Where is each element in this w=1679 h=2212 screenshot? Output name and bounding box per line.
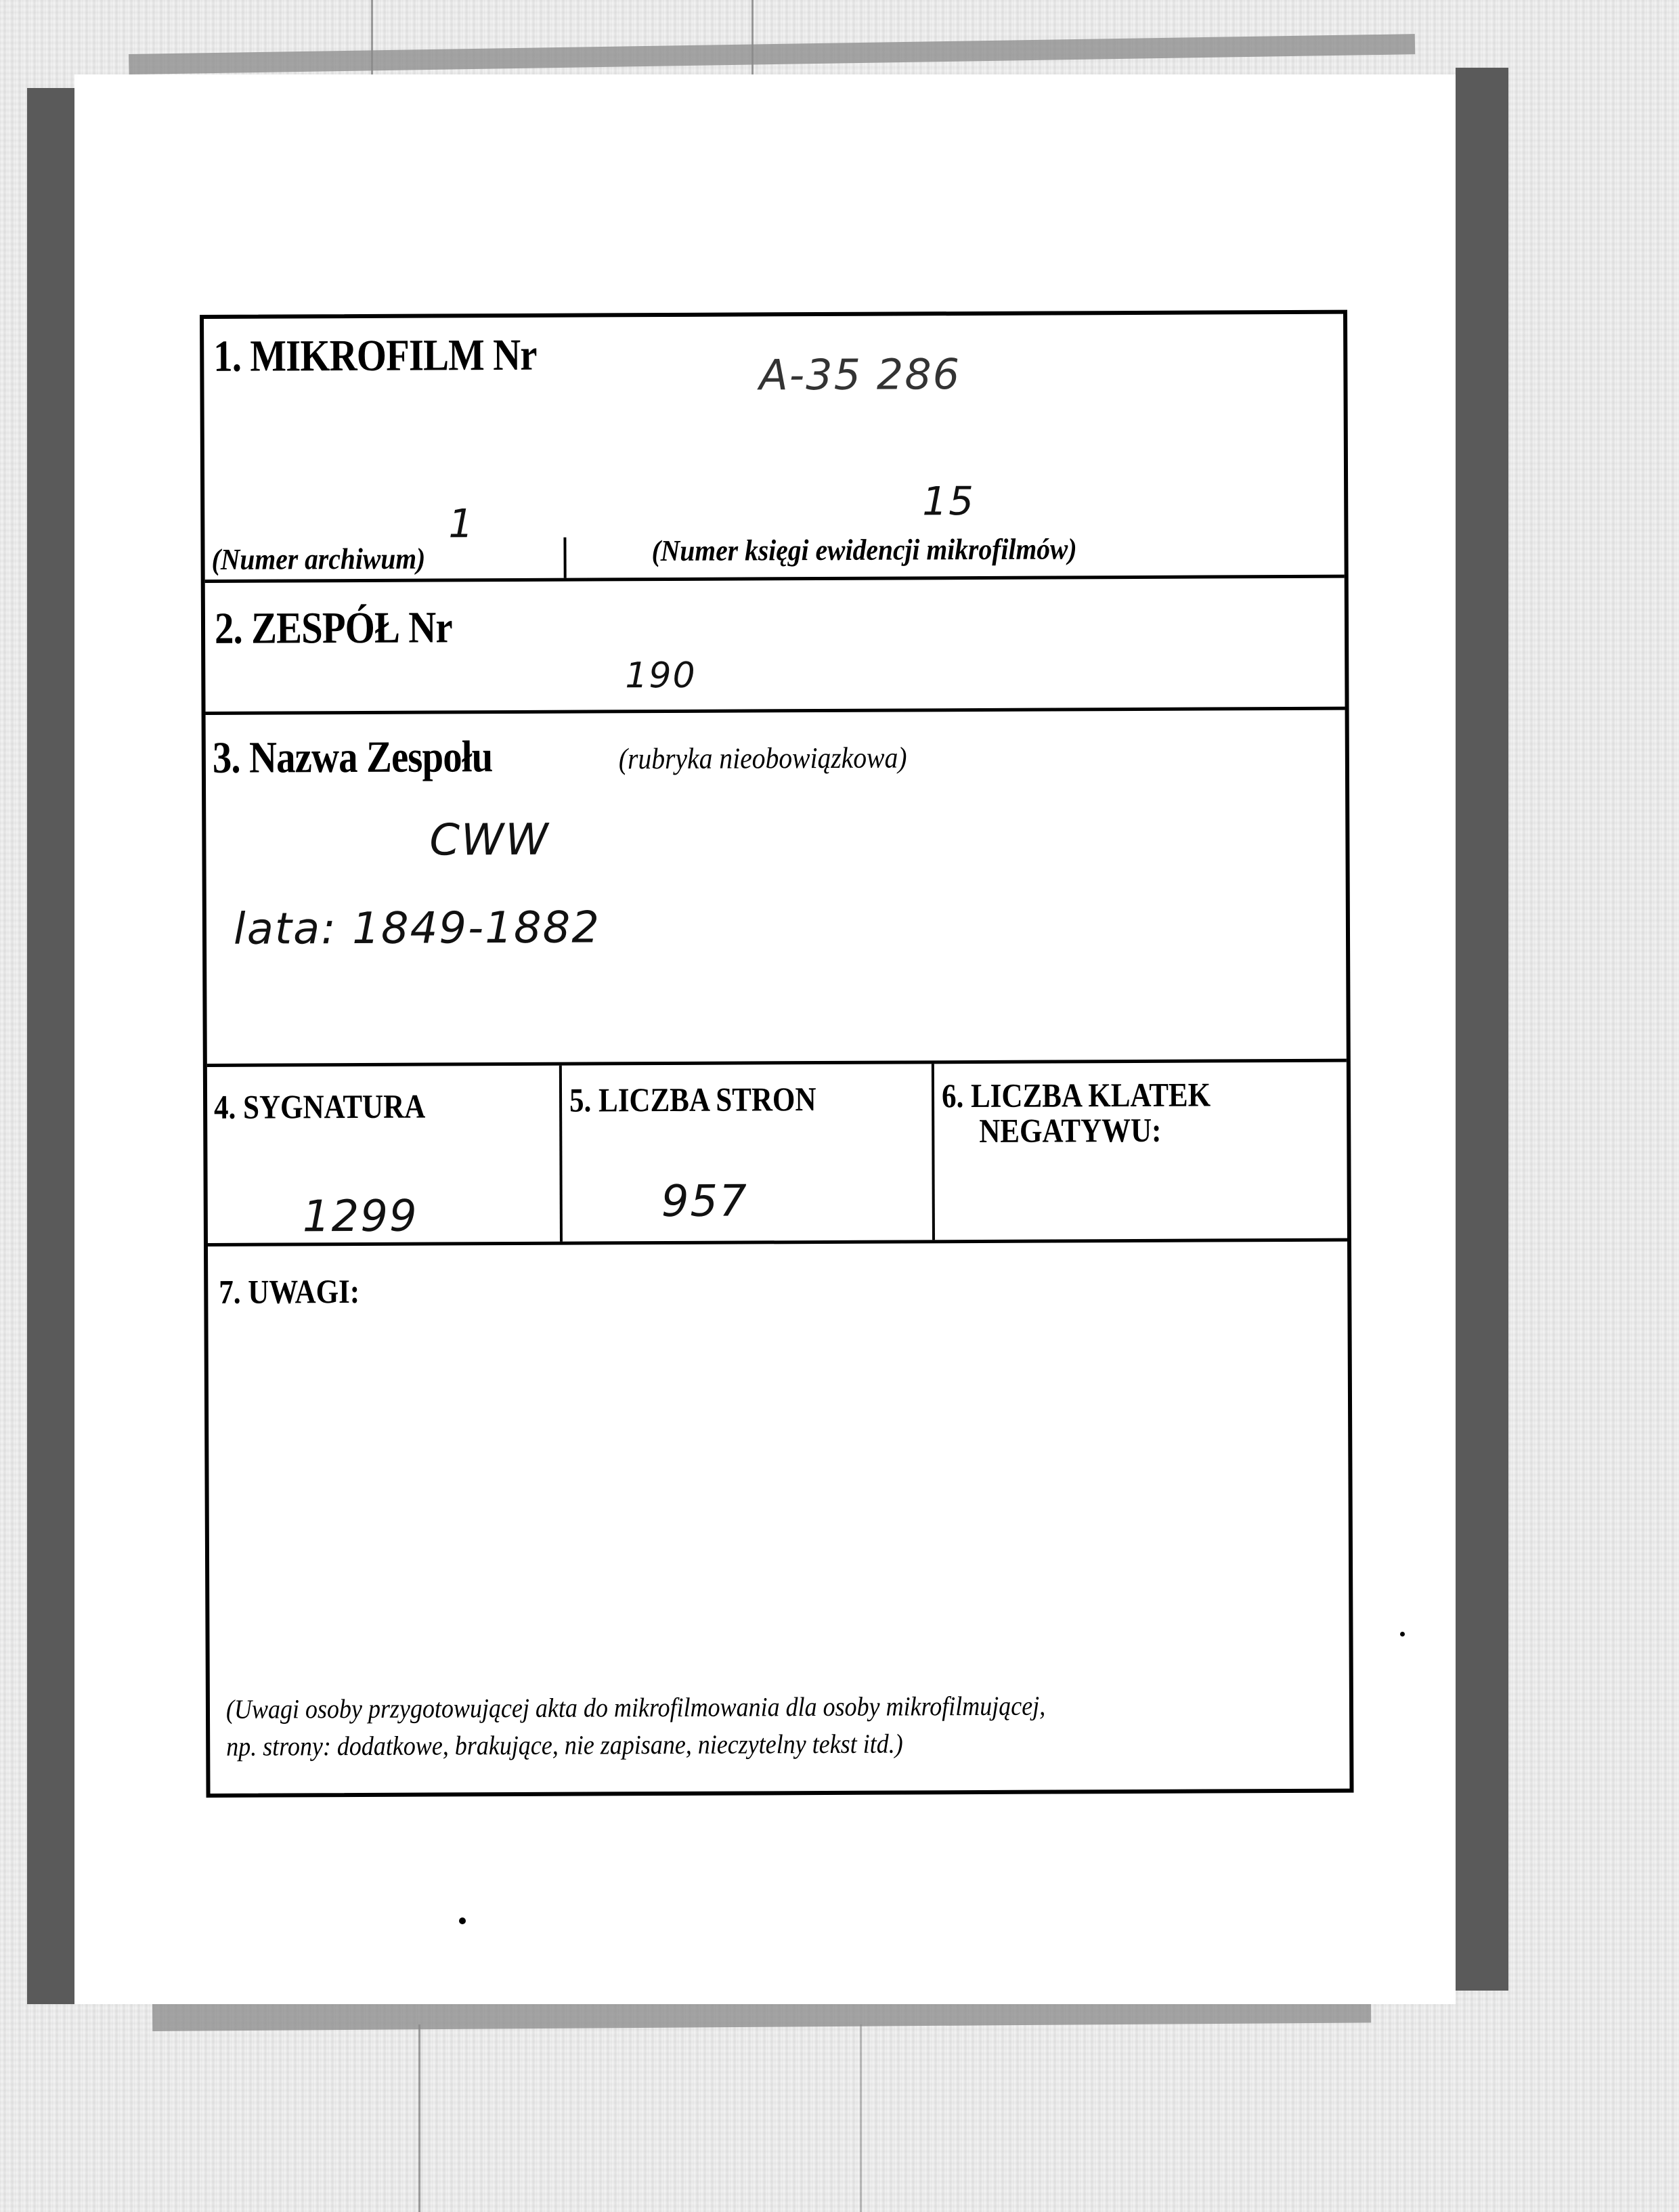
stray-ink-dot	[1400, 1632, 1405, 1636]
registry-book-label: (Numer księgi ewidencji mikrofilmów)	[651, 532, 1077, 568]
column-divider	[932, 1064, 935, 1240]
left-frame-band	[27, 88, 76, 2004]
liczba-stron-label: 5. LICZBA STRON	[569, 1080, 816, 1119]
mikrofilm-label: 1. MIKROFILM Nr	[213, 330, 537, 381]
sygnatura-label: 4. SYGNATURA	[213, 1087, 426, 1126]
uwagi-label: 7. UWAGI:	[219, 1272, 360, 1311]
sygnatura-value: 1299	[302, 1191, 418, 1242]
section-zespol	[205, 578, 1345, 715]
liczba-stron-value: 957	[661, 1176, 749, 1228]
liczba-klatek-label-line1: 6. LICZBA KLATEK	[941, 1075, 1211, 1115]
nazwa-zespolu-note: (rubryka nieobowiązkowa)	[618, 741, 907, 776]
uwagi-note-line2: np. strony: dodatkowe, brakujące, nie zapisane, nieczytelny tekst itd.)	[226, 1728, 903, 1762]
mikrofilm-number-value: A-35 286	[759, 349, 961, 400]
section-nazwa-zespolu	[206, 710, 1347, 1067]
section-uwagi	[208, 1242, 1350, 1798]
section-mikrofilm	[204, 314, 1345, 583]
years-value: lata: 1849-1882	[233, 903, 601, 955]
archive-number-value: 1	[448, 500, 475, 547]
subfield-divider	[563, 538, 566, 578]
section-sygnatura-strony-klatki	[207, 1062, 1347, 1246]
nazwa-zespolu-label: 3. Nazwa Zespołu	[212, 732, 493, 783]
column-divider	[559, 1066, 563, 1242]
scan-streak	[860, 2024, 862, 2212]
nazwa-zespolu-value: CWW	[429, 815, 550, 866]
uwagi-note-line1: (Uwagi osoby przygotowującej akta do mikrofilmowania dla osoby mikrofilmującej,	[225, 1690, 1046, 1725]
top-shadow-band	[129, 34, 1415, 74]
archive-number-label: (Numer archiwum)	[211, 542, 426, 576]
stray-ink-dot	[459, 1917, 466, 1924]
microfilm-form	[200, 310, 1354, 1798]
right-frame-band	[1456, 68, 1508, 1991]
registry-book-value: 15	[922, 478, 976, 525]
liczba-klatek-label-line2: NEGATYWU:	[979, 1110, 1162, 1150]
zespol-label: 2. ZESPÓŁ Nr	[214, 603, 452, 653]
zespol-number-value: 190	[625, 655, 697, 697]
scan-streak	[418, 2024, 420, 2212]
